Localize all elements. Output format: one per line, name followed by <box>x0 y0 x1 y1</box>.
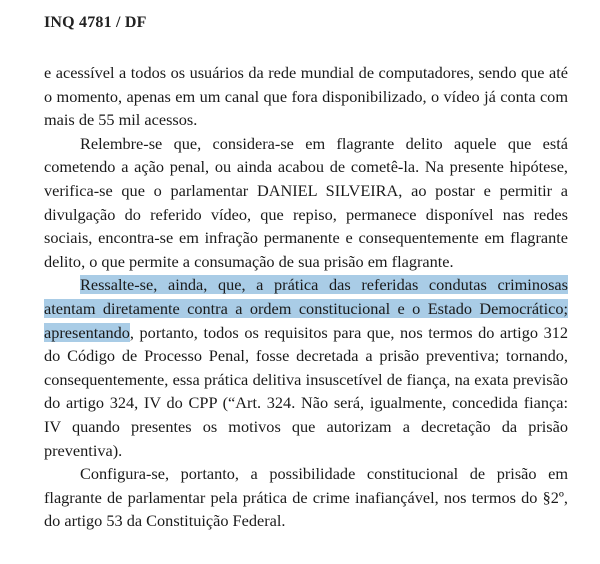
paragraph-3 <box>44 273 568 462</box>
paragraph-3-rest: , portanto, todos os requisitos para que, nos termos do artigo 312 do Código de Processo Penal, fosse decretada a prisão preventiva; tornando, consequentemente, essa prática delitiva insuscetível de fiança, na exata previsão do artigo 324, IV do CPP (“Art. 324. Não será, igualmente, concedida fiança: IV quando presentes os motivos que autorizam a decretação da prisão preventiva). <box>44 322 568 460</box>
highlighted-text: Ressalte-se, ainda, que, a prática das referidas condutas criminosas atentam diretamente contra a ordem constitucional e o Estado Democrático; apresentando <box>44 275 568 342</box>
paragraph-2: Relembre-se que, considera-se em flagrante delito aquele que está cometendo a ação penal, ou ainda acabou de cometê-la. Na presente hipótese, verifica-se que o parlamentar DANIEL SILVEIRA, ao postar e permitir a divulgação do referido vídeo, que repiso, permanece disponível nas redes sociais, encontra-se em infração permanente e consequentemente em flagrante delito, o que permite a consumação de sua prisão em flagrante. <box>44 133 568 271</box>
document-header <box>44 14 147 32</box>
paragraph-4: Configura-se, portanto, a possibilidade constitucional de prisão em flagrante de parlamentar pela prática de crime inafiançável, nos termos do §2º, do artigo 53 da Constituição Federal. <box>44 464 568 531</box>
document-body <box>44 61 568 533</box>
case-reference: INQ 4781 / DF <box>44 14 147 31</box>
paragraph-1: e acessível a todos os usuários da rede mundial de computadores, sendo que até o momento, apenas em um canal que fora disponibilizado, o vídeo já conta com mais de 55 mil acessos. <box>44 63 568 130</box>
